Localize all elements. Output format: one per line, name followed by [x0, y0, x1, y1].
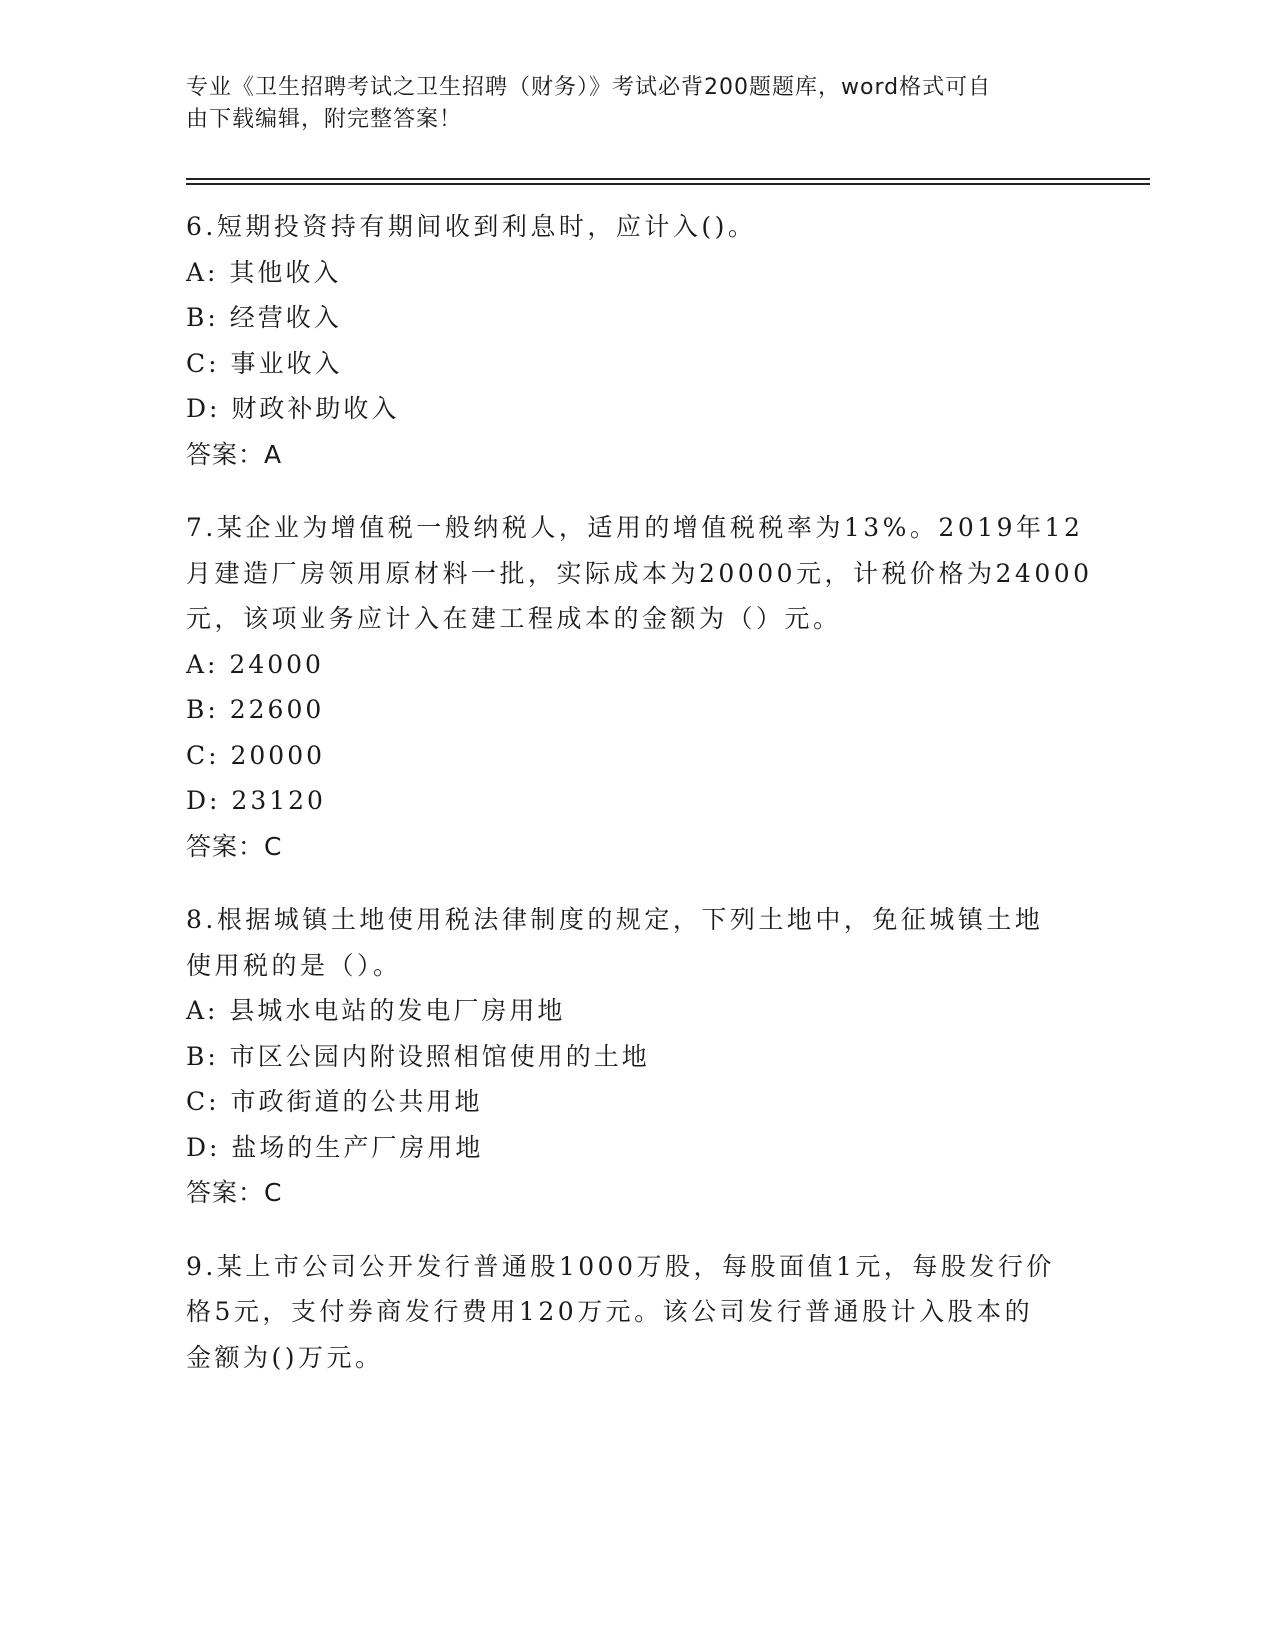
question-block — [186, 505, 1093, 869]
question-stem-line: 7.某企业为增值税一般纳税人，适用的增值税税率为13%。2019年12 — [186, 513, 1084, 542]
question-stem-line: 格5元，支付券商发行费用120万元。该公司发行普通股计入股本的 — [186, 1297, 1034, 1326]
question-stem-line: 月建造厂房领用原材料一批，实际成本为20000元，计税价格为24000 — [186, 558, 1093, 588]
header-line-1: 专业《卫生招聘考试之卫生招聘（财务）》考试必背200题题库，word格式可自 — [186, 75, 992, 100]
question-stem — [186, 204, 1086, 250]
answer-option: D: 23120 — [186, 786, 326, 815]
question-stem — [186, 1244, 1086, 1381]
question-stem-line: 8.根据城镇土地使用税法律制度的规定，下列土地中，免征城镇土地 — [186, 905, 1044, 934]
answer-option: A: 其他收入 — [186, 257, 342, 287]
question-stem-line: 使用税的是（）。 — [186, 950, 402, 980]
question-stem-line: 金额为()万元。 — [186, 1342, 384, 1372]
answer-option: B: 22600 — [186, 695, 325, 724]
answer-option: A: 县城水电站的发电厂房用地 — [186, 996, 566, 1025]
header-line-2: 由下载编辑，附完整答案！ — [186, 107, 463, 132]
document-header — [186, 72, 1066, 136]
question-stem — [186, 897, 1086, 988]
header-divider-top — [186, 178, 1150, 180]
question-list — [186, 204, 1093, 1408]
answer-option: B: 经营收入 — [186, 303, 342, 332]
answer-option: D: 财政补助收入 — [186, 394, 400, 423]
question-block — [186, 204, 1086, 477]
answer-option: A: 24000 — [186, 649, 324, 679]
answer-option: D: 盐场的生产厂房用地 — [186, 1132, 484, 1162]
question-stem-line: 9.某上市公司公开发行普通股1000万股，每股面值1元，每股发行价 — [186, 1251, 1055, 1281]
answer-option: C: 市政街道的公共用地 — [186, 1087, 483, 1116]
question-block — [186, 897, 1086, 1216]
question-stem — [186, 505, 1093, 642]
answer-key: 答案：A — [186, 439, 283, 469]
answer-option: C: 20000 — [186, 740, 326, 770]
question-stem-line: 元，该项业务应计入在建工程成本的金额为（）元。 — [186, 604, 842, 633]
answer-key: 答案：C — [186, 831, 283, 861]
answer-option: B: 市区公园内附设照相馆使用的土地 — [186, 1041, 650, 1071]
answer-option: C: 事业收入 — [186, 348, 343, 378]
header-divider-bottom — [186, 183, 1150, 185]
answer-key: 答案：C — [186, 1178, 283, 1207]
question-block — [186, 1244, 1086, 1381]
question-stem-line: 6.短期投资持有期间收到利息时，应计入()。 — [186, 212, 757, 241]
